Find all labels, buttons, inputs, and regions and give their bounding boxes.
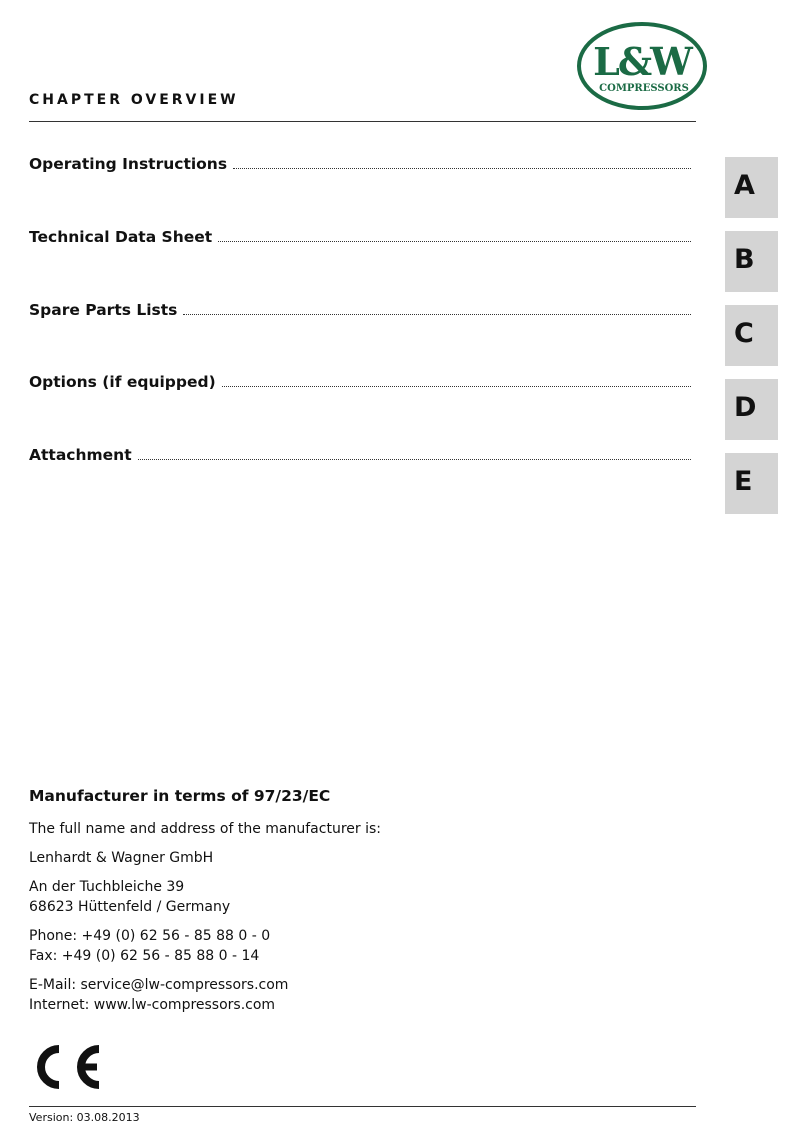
phone-number: Phone: +49 (0) 62 56 - 85 88 0 - 0 [29,928,271,944]
street-address: An der Tuchbleiche 39 [29,879,185,895]
toc-entry-operating-instructions[interactable] [29,155,691,179]
chapter-tab-b[interactable]: B [725,231,778,292]
version-label: Version: 03.08.2013 [29,1111,140,1124]
company-name: Lenhardt & Wagner GmbH [29,850,214,866]
toc-leader-dots [138,458,691,460]
chapter-tab-e[interactable]: E [725,453,778,514]
chapter-tab-a[interactable]: A [725,157,778,218]
fax-number: Fax: +49 (0) 62 56 - 85 88 0 - 14 [29,948,260,964]
lw-compressors-logo [576,20,708,112]
toc-leader-dots [233,167,691,169]
manufacturer-intro: The full name and address of the manufacturer is: [29,821,381,837]
toc-label: Attachment [29,446,132,464]
toc-leader-dots [218,240,691,242]
toc-label: Spare Parts Lists [29,301,178,319]
chapter-title: CHAPTER OVERVIEW [29,92,239,108]
city-address: 68623 Hüttenfeld / Germany [29,899,231,915]
manufacturer-heading: Manufacturer in terms of 97/23/EC [29,787,331,805]
toc-leader-dots [222,385,691,387]
svg-text:L&W: L&W [593,39,691,84]
toc-entry-technical-data-sheet[interactable] [29,228,691,252]
svg-text:COMPRESSORS: COMPRESSORS [599,83,689,94]
chapter-tab-d[interactable]: D [725,379,778,440]
toc-leader-dots [183,313,691,315]
header-divider [29,121,696,122]
toc-label: Options (if equipped) [29,373,216,391]
toc-entry-spare-parts-lists[interactable] [29,301,691,325]
ce-mark-icon [29,1040,103,1094]
toc-entry-attachment[interactable] [29,446,691,470]
toc-label: Operating Instructions [29,155,228,173]
toc-entry-options[interactable] [29,373,691,397]
toc-label: Technical Data Sheet [29,228,213,246]
footer-divider [29,1106,696,1107]
website-address: Internet: www.lw-compressors.com [29,997,276,1013]
chapter-tab-c[interactable]: C [725,305,778,366]
email-address: E-Mail: service@lw-compressors.com [29,977,289,993]
